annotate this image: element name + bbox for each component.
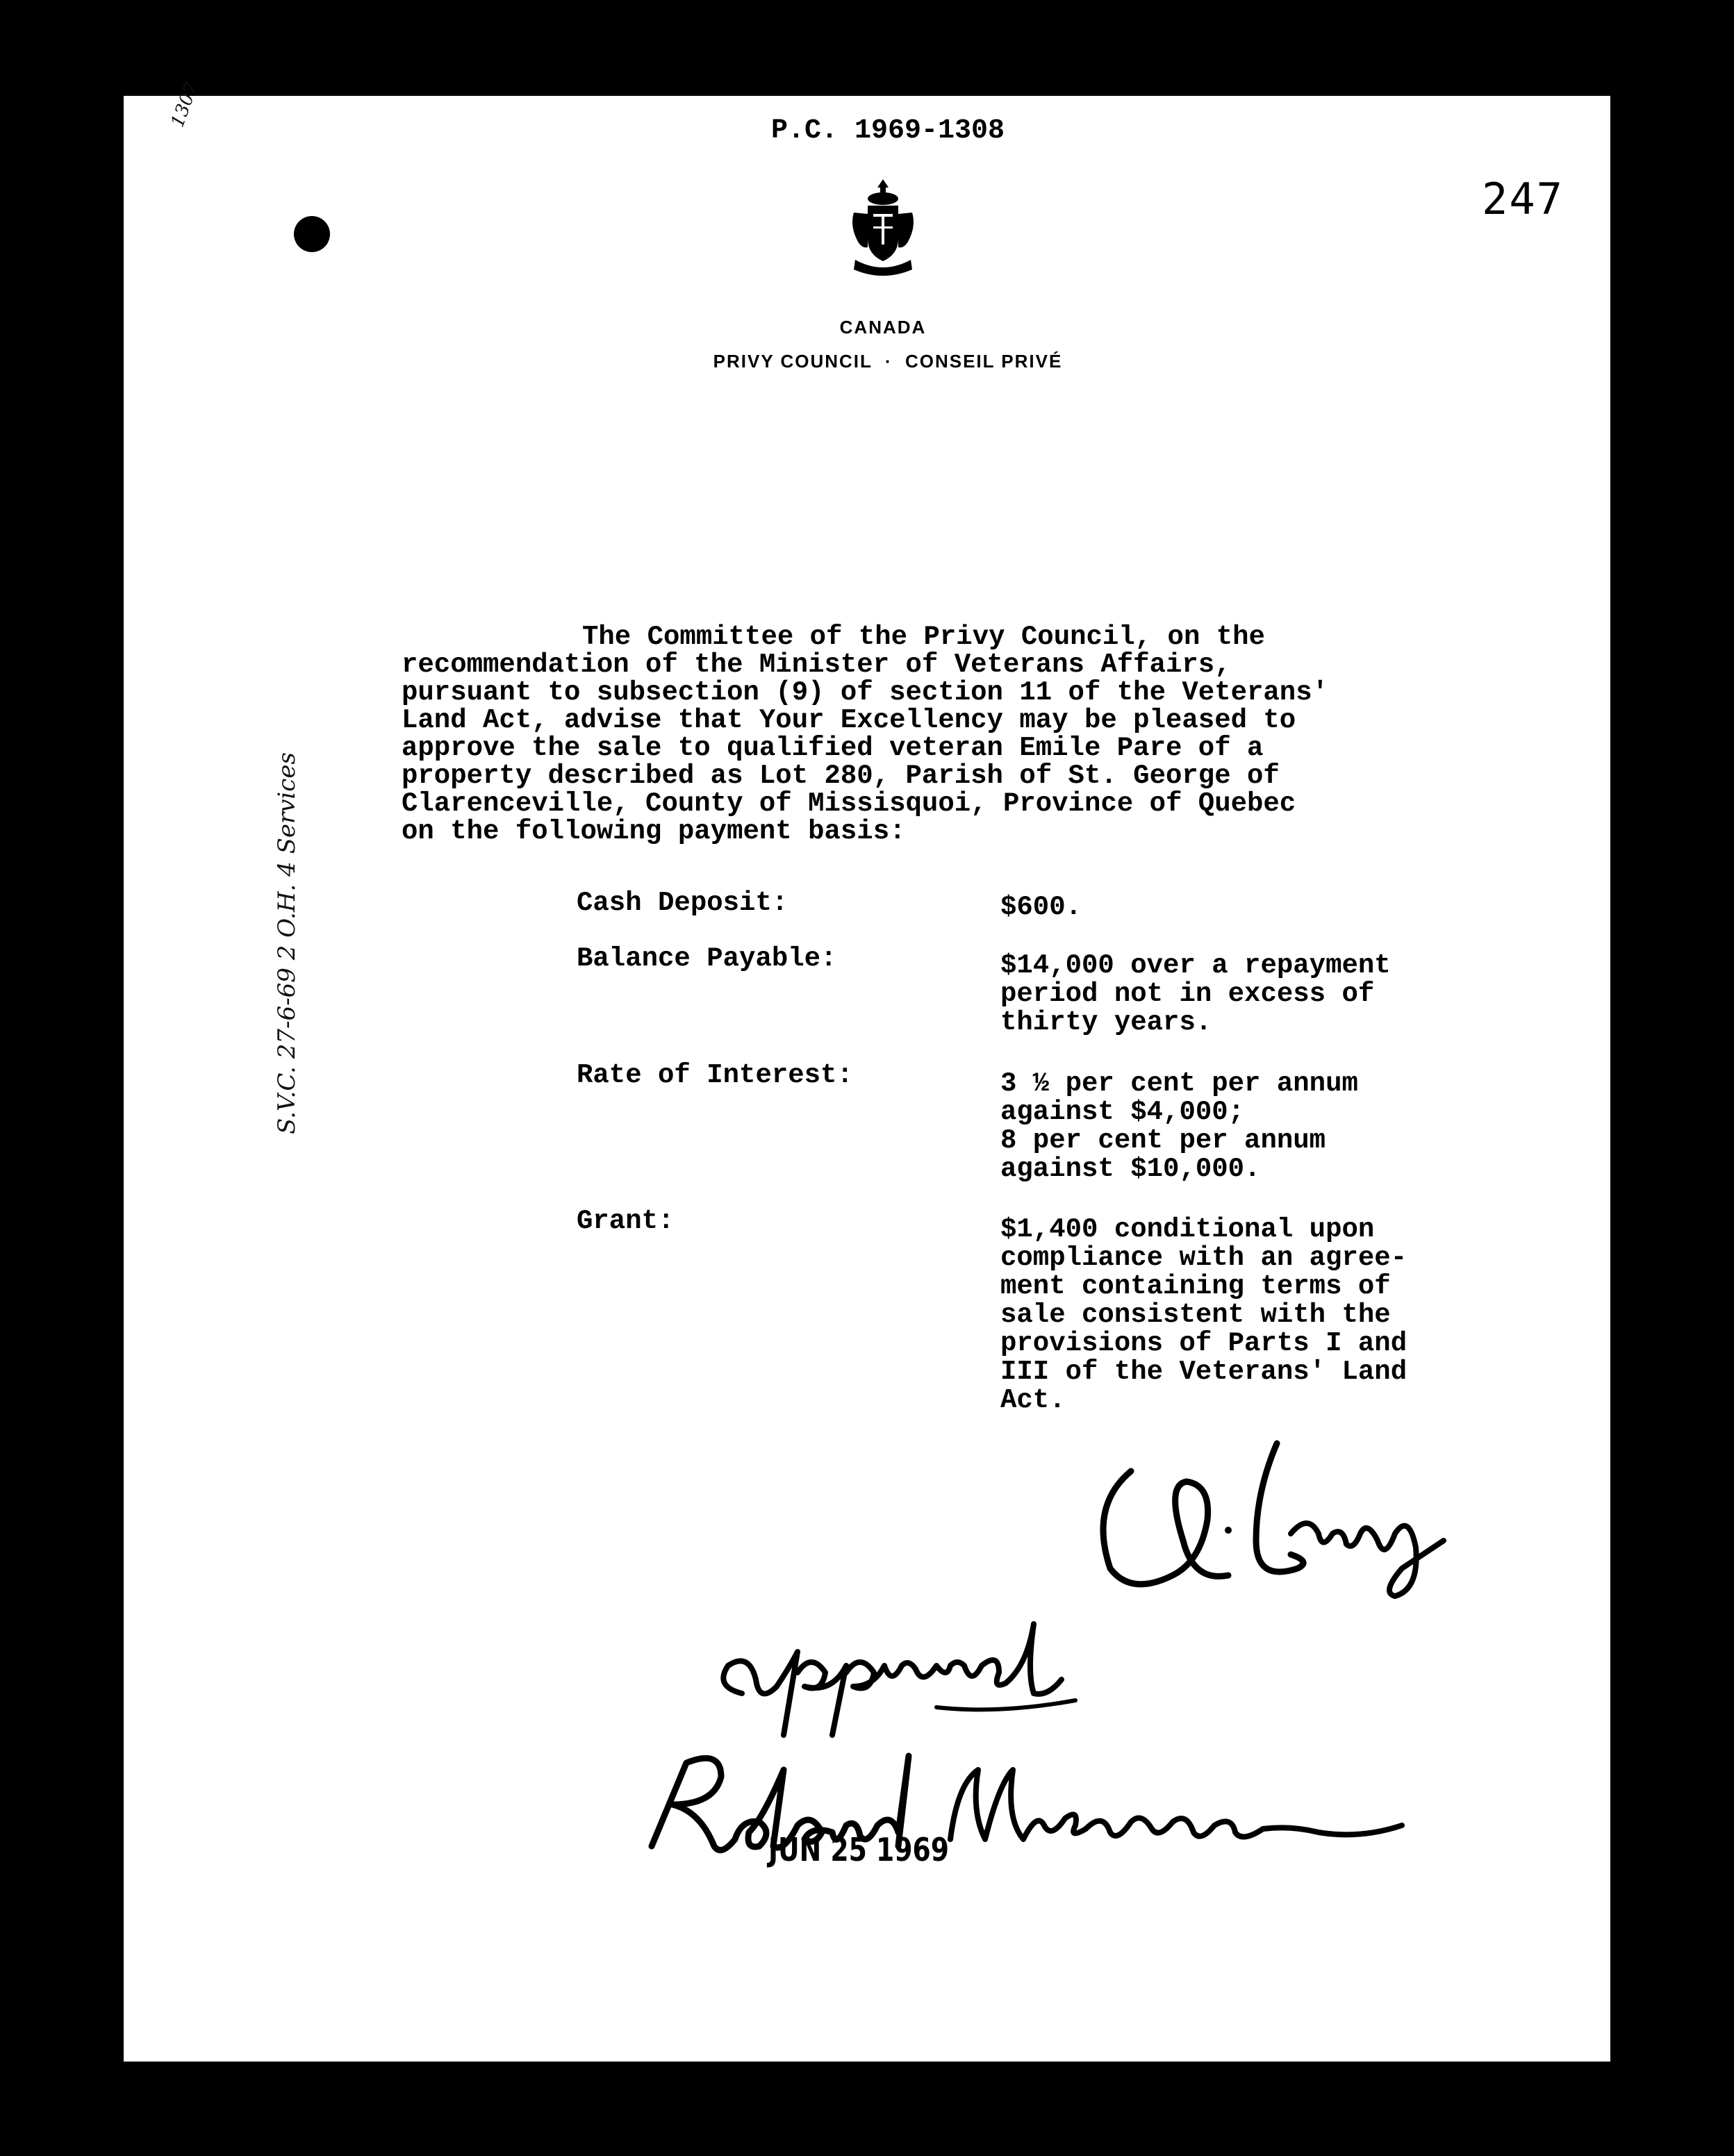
term-value-line: $600. [1000, 892, 1082, 922]
body-line: pursuant to subsection (9) of section 11 of the Veterans' [402, 677, 1329, 708]
privy-council-heading: PRIVY COUNCIL · CONSEIL PRIVÉ [713, 351, 1063, 372]
body-line: Clarenceville, County of Missisquoi, Province of Quebec [402, 788, 1296, 819]
term-value-rate-of-interest [1000, 1070, 1358, 1184]
term-value-line: compliance with an agree- [1000, 1243, 1407, 1273]
minister-signature [1068, 1429, 1499, 1638]
term-value-line: against $4,000; [1000, 1097, 1245, 1127]
body-line: Land Act, advise that Your Excellency may be pleased to [402, 705, 1296, 736]
term-value-line: $14,000 over a repayment [1000, 950, 1391, 981]
term-value-line: thirty years. [1000, 1007, 1212, 1038]
corner-handwritten-number: 1307 [167, 79, 203, 131]
term-value-balance-payable [1000, 952, 1391, 1037]
term-value-line: against $10,000. [1000, 1154, 1261, 1184]
term-value-line: period not in excess of [1000, 979, 1375, 1009]
body-line: The Committee of the Privy Council, on the [582, 622, 1265, 652]
body-line: recommendation of the Minister of Veterans Affairs, [402, 649, 1231, 680]
body-line: property described as Lot 280, Parish of St. George of [402, 761, 1280, 791]
date-stamp: JUN 25 1969 [768, 1831, 949, 1868]
margin-handwritten-note: S.V.C. 27-6-69 2 O.H. 4 Services [272, 752, 301, 1134]
term-value-line: ment containing terms of [1000, 1271, 1391, 1302]
term-label-grant: Grant: [577, 1206, 675, 1236]
term-label-balance-payable: Balance Payable: [577, 943, 837, 974]
term-value-line: $1,400 conditional upon [1000, 1214, 1375, 1245]
body-line: on the following payment basis: [402, 816, 906, 847]
canada-coat-of-arms-icon [848, 178, 918, 283]
term-value-line: 3 ½ per cent per annum [1000, 1068, 1358, 1099]
order-number: P.C. 1969-1308 [771, 115, 1005, 147]
punch-hole [294, 216, 330, 252]
term-label-cash-deposit: Cash Deposit: [577, 888, 788, 918]
term-value-line: provisions of Parts I and [1000, 1328, 1407, 1359]
approved-handwriting [700, 1610, 1089, 1749]
term-value-line: sale consistent with the [1000, 1300, 1391, 1330]
page-number: 247 [1482, 174, 1564, 224]
term-value-line: Act. [1000, 1385, 1066, 1416]
document-page [124, 79, 1610, 2062]
term-value-line: III of the Veterans' Land [1000, 1357, 1407, 1387]
term-value-grant [1000, 1216, 1407, 1415]
country-heading: CANADA [839, 317, 927, 338]
term-label-rate-of-interest: Rate of Interest: [577, 1060, 853, 1091]
term-value-line: 8 per cent per annum [1000, 1125, 1326, 1156]
term-value-cash-deposit [1000, 893, 1082, 922]
governor-general-signature [624, 1742, 1458, 1867]
body-line: approve the sale to qualified veteran Emile Pare of a [402, 733, 1264, 763]
